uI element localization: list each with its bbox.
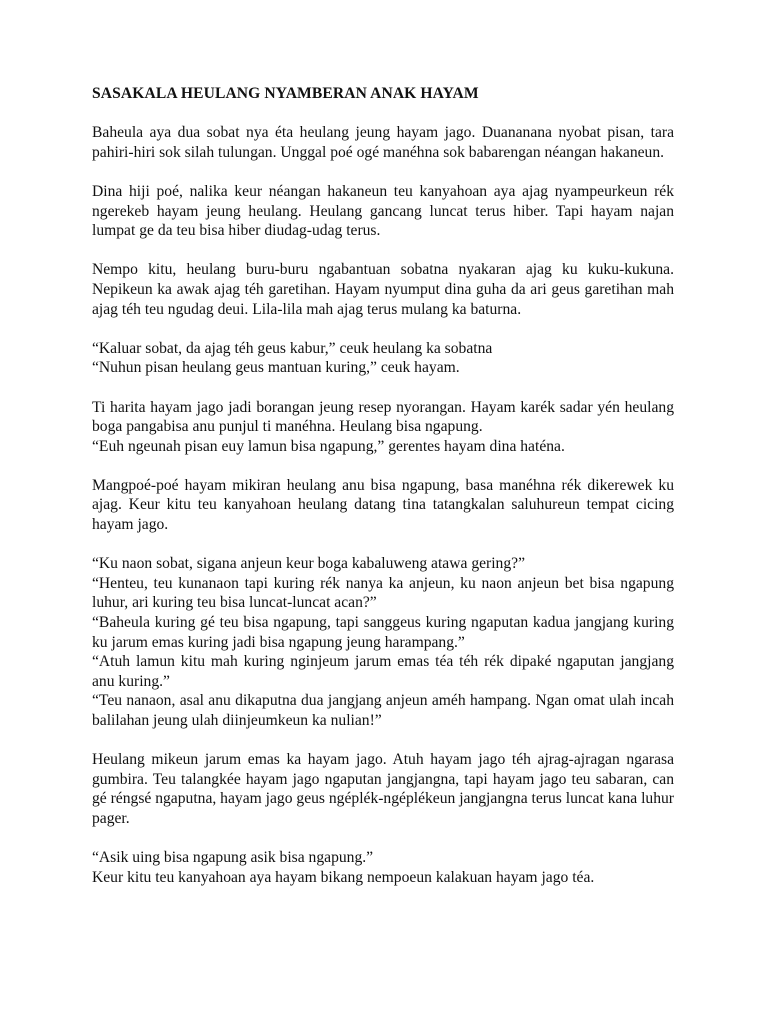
paragraph (92, 123, 674, 162)
paragraph-line: Ti harita hayam jago jadi borangan jeung resep nyorangan. Hayam karék sadar yén heulang boga pangabisa anu punjul ti manéhna. Heulang bisa ngapung. (92, 398, 674, 436)
dialogue-line: “Asik uing bisa ngapung asik bisa ngapung.” (92, 849, 374, 867)
paragraph (92, 554, 674, 730)
dialogue-line: “Nuhun pisan heulang geus mantuan kuring,” ceuk hayam. (92, 359, 460, 377)
paragraph (92, 750, 674, 828)
document-page (92, 84, 674, 907)
dialogue-line: “Henteu, teu kunanaon tapi kuring rék nanya ka anjeun, ku naon anjeun bet bisa ngapung luhur, ari kuring teu bisa luncat-luncat acan?” (92, 574, 674, 612)
paragraph-line: Mangpoé-poé hayam mikiran heulang anu bisa ngapung, basa manéhna rék dikerewek ku ajag. Keur kitu teu kanyahoan heulang datang tina tatangkalan saluhureun tempat cicing hayam jago. (92, 476, 674, 534)
paragraph (92, 476, 674, 535)
paragraph (92, 260, 674, 319)
paragraph-line: Nempo kitu, heulang buru-buru ngabantuan sobatna nyakaran ajag ku kuku-kukuna. Nepikeun ka awak ajag téh garetihan. Hayam nyumput dina guha da ari geus garetihan mah ajag téh teu ngudag deui. Lila-lila mah ajag terus mulang ka baturna. (92, 261, 674, 318)
dialogue-line: “Euh ngeunah pisan euy lamun bisa ngapung,” gerentes hayam dina haténa. (92, 437, 565, 455)
paragraph-line: Heulang mikeun jarum emas ka hayam jago. Atuh hayam jago téh ajrag-ajragan ngarasa gumbira. Teu talangkée hayam jago ngaputan jangjangna, tapi hayam jago teu sabaran, can gé réngsé ngaputna, hayam jago geus ngéplék-ngéplékeun jangjangna terus luncat kana luhur pager. (92, 751, 674, 827)
paragraph-line: Baheula aya dua sobat nya éta heulang jeung hayam jago. Duananana nyobat pisan, tara pahiri-hiri sok silah tulungan. Unggal poé ogé manéhna sok babarengan néangan hakaneun. (92, 124, 674, 161)
dialogue-line: “Ku naon sobat, sigana anjeun keur boga kabaluweng atawa gering?” (92, 555, 525, 573)
paragraph-line: Dina hiji poé, nalika keur néangan hakaneun teu kanyahoan aya ajag nyampeurkeun rék ngerekeb hayam jeung heulang. Heulang gancang luncat terus hiber. Tapi hayam najan lumpat ge da teu bisa hiber diudag-udag terus. (92, 182, 674, 240)
paragraph (92, 398, 674, 457)
dialogue-line: “Baheula kuring gé teu bisa ngapung, tapi sanggeus kuring ngaputan kadua jangjang kuring ku jarum emas kuring jadi bisa ngapung jeung harampang.” (92, 614, 674, 651)
paragraph (92, 182, 674, 241)
paragraph (92, 848, 674, 887)
dialogue-line: “Atuh lamun kitu mah kuring nginjeum jarum emas téa téh rék dipaké ngaputan jangjang anu kuring.” (92, 653, 674, 690)
paragraph (92, 339, 674, 378)
dialogue-line: “Teu nanaon, asal anu dikaputna dua jangjang anjeun améh hampang. Ngan omat ulah incah balilahan jeung ulah diinjeumkeun ka nulian!” (92, 692, 674, 729)
dialogue-line: “Kaluar sobat, da ajag téh geus kabur,” ceuk heulang ka sobatna (92, 339, 493, 357)
document-title: SASAKALA HEULANG NYAMBERAN ANAK HAYAM (92, 85, 479, 102)
paragraph-line: Keur kitu teu kanyahoan aya hayam bikang nempoeun kalakuan hayam jago téa. (92, 868, 595, 886)
